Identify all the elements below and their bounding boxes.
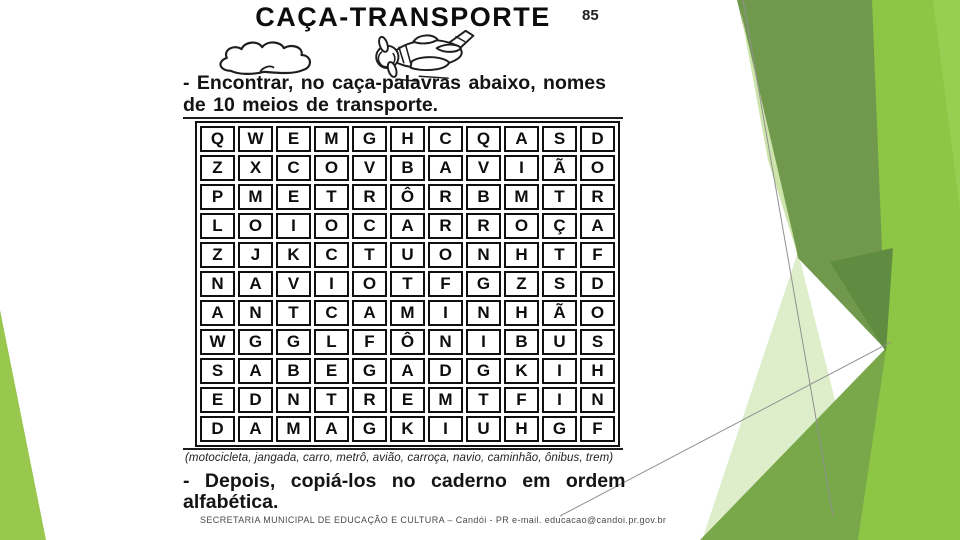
grid-cell: K — [504, 358, 539, 384]
grid-row — [200, 184, 615, 210]
grid-cell: N — [276, 387, 311, 413]
grid-cell: A — [390, 358, 425, 384]
instruction-bottom-line1: - Depois, copiá-los no caderno em ordem — [183, 470, 626, 492]
grid-cell: K — [276, 242, 311, 268]
grid-cell: Ã — [542, 155, 577, 181]
grid-cell: N — [580, 387, 615, 413]
grid-cell: H — [504, 416, 539, 442]
grid-cell: D — [580, 271, 615, 297]
grid-cell: C — [314, 300, 349, 326]
grid-cell: O — [314, 155, 349, 181]
grid-cell: I — [542, 387, 577, 413]
grid-cell: I — [276, 213, 311, 239]
grid-cell: C — [352, 213, 387, 239]
grid-cell: C — [428, 126, 463, 152]
grid-cell: T — [466, 387, 501, 413]
grid-cell: A — [238, 416, 273, 442]
grid-cell: I — [428, 300, 463, 326]
grid-cell: F — [580, 416, 615, 442]
instruction-bottom-line2: alfabética. — [183, 491, 279, 513]
grid-cell: H — [580, 358, 615, 384]
word-bank: (motocicleta, jangada, carro, metrô, avião, carroça, navio, caminhão, ônibus, trem) — [185, 452, 614, 464]
grid-cell: V — [352, 155, 387, 181]
grid-row — [200, 387, 615, 413]
grid-cell: T — [314, 387, 349, 413]
grid-cell: I — [504, 155, 539, 181]
grid-cell: B — [466, 184, 501, 210]
grid-cell: R — [428, 213, 463, 239]
grid-cell: M — [428, 387, 463, 413]
wordsearch-grid-body — [200, 126, 615, 442]
grid-cell: Ã — [542, 300, 577, 326]
grid-cell: I — [466, 329, 501, 355]
grid-cell: N — [200, 271, 235, 297]
grid-cell: R — [428, 184, 463, 210]
grid-cell: Q — [200, 126, 235, 152]
grid-cell: Ç — [542, 213, 577, 239]
grid-cell: G — [466, 358, 501, 384]
grid-cell: R — [580, 184, 615, 210]
grid-cell: S — [200, 358, 235, 384]
grid-cell: V — [276, 271, 311, 297]
grid-cell: R — [352, 184, 387, 210]
grid-cell: B — [504, 329, 539, 355]
grid-cell: T — [352, 242, 387, 268]
wordsearch-grid — [195, 121, 620, 447]
grid-row — [200, 242, 615, 268]
instruction-top-line2: de 10 meios de transporte. — [183, 93, 439, 116]
instruction-top-line1: - Encontrar, no caça-palavras abaixo, nomes — [183, 72, 606, 94]
grid-cell: E — [276, 184, 311, 210]
grid-cell: G — [542, 416, 577, 442]
grid-cell: G — [352, 416, 387, 442]
grid-cell: A — [428, 155, 463, 181]
grid-cell: X — [238, 155, 273, 181]
grid-cell: D — [580, 126, 615, 152]
grid-cell: A — [390, 213, 425, 239]
grid-cell: U — [390, 242, 425, 268]
grid-cell: M — [314, 126, 349, 152]
grid-row — [200, 155, 615, 181]
separator-rule-top — [183, 117, 623, 119]
grid-cell: D — [200, 416, 235, 442]
grid-cell: N — [238, 300, 273, 326]
grid-cell: O — [238, 213, 273, 239]
grid-cell: N — [428, 329, 463, 355]
grid-cell: N — [466, 300, 501, 326]
grid-cell: N — [466, 242, 501, 268]
grid-row — [200, 329, 615, 355]
grid-cell: P — [200, 184, 235, 210]
worksheet-title: CAÇA-TRANSPORTE — [255, 2, 551, 32]
grid-cell: E — [390, 387, 425, 413]
grid-cell: A — [238, 358, 273, 384]
grid-cell: M — [504, 184, 539, 210]
grid-cell: L — [314, 329, 349, 355]
grid-cell: T — [276, 300, 311, 326]
grid-cell: W — [200, 329, 235, 355]
grid-cell: F — [428, 271, 463, 297]
separator-rule-bottom — [183, 448, 623, 450]
grid-cell: L — [200, 213, 235, 239]
grid-cell: A — [580, 213, 615, 239]
grid-cell: I — [542, 358, 577, 384]
grid-row — [200, 358, 615, 384]
footer-text: SECRETARIA MUNICIPAL DE EDUCAÇÃO E CULTURA – Candói - PR e-mail. educacao@candoi.pr.gov.br — [200, 515, 667, 525]
grid-cell: G — [238, 329, 273, 355]
grid-row — [200, 300, 615, 326]
page-number: 85 — [582, 7, 599, 24]
grid-cell: A — [504, 126, 539, 152]
grid-row — [200, 271, 615, 297]
grid-row — [200, 213, 615, 239]
instruction-top — [183, 73, 627, 116]
grid-cell: W — [238, 126, 273, 152]
grid-cell: I — [428, 416, 463, 442]
grid-cell: A — [314, 416, 349, 442]
grid-cell: E — [276, 126, 311, 152]
grid-cell: G — [466, 271, 501, 297]
grid-cell: H — [504, 242, 539, 268]
grid-cell: A — [352, 300, 387, 326]
grid-cell: F — [504, 387, 539, 413]
grid-cell: V — [466, 155, 501, 181]
grid-cell: R — [466, 213, 501, 239]
grid-cell: H — [504, 300, 539, 326]
grid-row — [200, 416, 615, 442]
grid-cell: C — [276, 155, 311, 181]
grid-cell: M — [276, 416, 311, 442]
grid-cell: S — [542, 126, 577, 152]
grid-cell: Q — [466, 126, 501, 152]
grid-cell: O — [314, 213, 349, 239]
grid-cell: G — [276, 329, 311, 355]
grid-cell: B — [390, 155, 425, 181]
grid-row — [200, 126, 615, 152]
grid-cell: O — [428, 242, 463, 268]
grid-cell: G — [352, 126, 387, 152]
grid-cell: Z — [200, 242, 235, 268]
grid-cell: O — [580, 300, 615, 326]
grid-cell: U — [542, 329, 577, 355]
grid-cell: T — [314, 184, 349, 210]
grid-cell: Ô — [390, 329, 425, 355]
grid-cell: F — [580, 242, 615, 268]
grid-cell: T — [542, 242, 577, 268]
left-triangle-shape — [0, 310, 46, 540]
grid-cell: I — [314, 271, 349, 297]
grid-cell: M — [238, 184, 273, 210]
grid-cell: K — [390, 416, 425, 442]
grid-cell: B — [276, 358, 311, 384]
grid-cell: S — [542, 271, 577, 297]
grid-cell: C — [314, 242, 349, 268]
grid-cell: D — [428, 358, 463, 384]
grid-cell: S — [580, 329, 615, 355]
grid-cell: A — [238, 271, 273, 297]
grid-cell: T — [542, 184, 577, 210]
grid-cell: F — [352, 329, 387, 355]
grid-cell: E — [200, 387, 235, 413]
grid-cell: O — [352, 271, 387, 297]
grid-cell: U — [466, 416, 501, 442]
grid-cell: D — [238, 387, 273, 413]
grid-cell: Z — [504, 271, 539, 297]
grid-cell: M — [390, 300, 425, 326]
grid-cell: A — [200, 300, 235, 326]
grid-cell: O — [580, 155, 615, 181]
grid-cell: G — [352, 358, 387, 384]
grid-cell: O — [504, 213, 539, 239]
grid-cell: Ô — [390, 184, 425, 210]
grid-cell: H — [390, 126, 425, 152]
grid-cell: T — [390, 271, 425, 297]
grid-cell: Z — [200, 155, 235, 181]
grid-cell: J — [238, 242, 273, 268]
grid-cell: R — [352, 387, 387, 413]
grid-cell: E — [314, 358, 349, 384]
